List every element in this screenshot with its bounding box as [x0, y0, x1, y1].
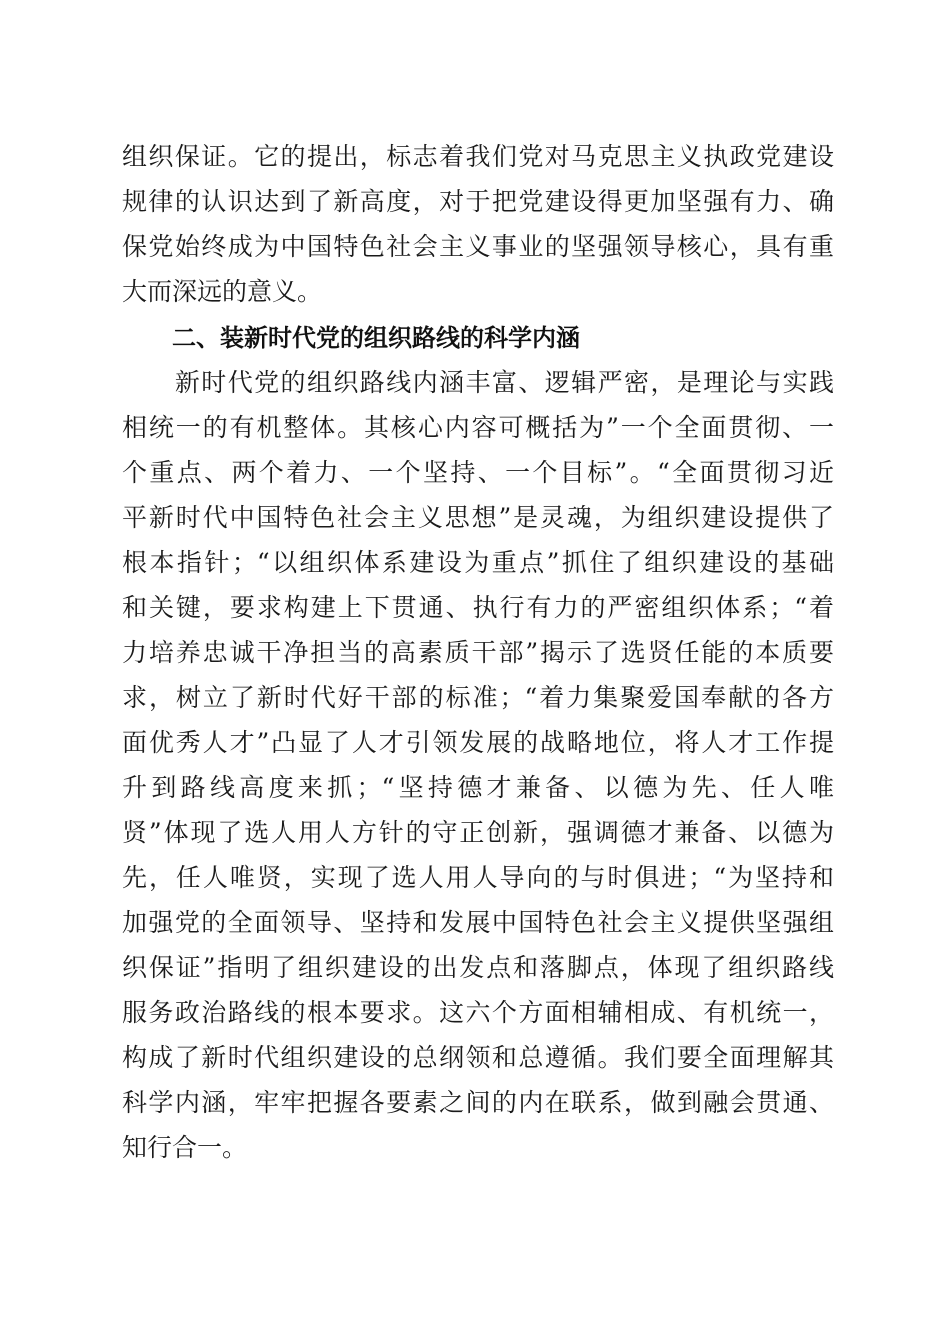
paragraph-line: 贤”体现了选人用人方针的守正创新，强调德才兼备、以德为: [122, 818, 834, 847]
paragraph-line: 构成了新时代组织建设的总纲领和总遵循。我们要全面理解其: [122, 1043, 834, 1072]
paragraph-line: 升到路线高度来抓；“坚持德才兼备、以德为先、任人唯: [122, 773, 834, 802]
paragraph-line: 力培养忠诚干净担当的高素质干部”揭示了选贤任能的本质要: [122, 638, 834, 667]
paragraph-line: 和关键，要求构建上下贯通、执行有力的严密组织体系；“着: [122, 593, 834, 622]
paragraph-line: 个重点、两个着力、一个坚持、一个目标”。“全面贯彻习近: [122, 458, 834, 487]
paragraph-line: 相统一的有机整体。其核心内容可概括为”一个全面贯彻、一: [122, 413, 834, 442]
paragraph-line: 知行合一。: [122, 1133, 248, 1162]
paragraph-line: 组织保证。它的提出，标志着我们党对马克思主义执政党建设: [122, 142, 834, 171]
paragraph-line: 根本指针；“以组织体系建设为重点”抓住了组织建设的基础: [122, 548, 834, 577]
paragraph-line: 先，任人唯贤，实现了选人用人导向的与时俱进；“为坚持和: [122, 863, 834, 892]
paragraph-line: 加强党的全面领导、坚持和发展中国特色社会主义提供坚强组: [122, 908, 834, 937]
paragraph-line: 求，树立了新时代好干部的标准；“着力集聚爱国奉献的各方: [122, 683, 834, 712]
paragraph-line: 科学内涵，牢牢把握各要素之间的内在联系，做到融会贯通、: [122, 1088, 834, 1117]
paragraph-line: 织保证”指明了组织建设的出发点和落脚点，体现了组织路线: [122, 953, 834, 982]
paragraph-line: 新时代党的组织路线内涵丰富、逻辑严密，是理论与实践: [122, 368, 834, 397]
section-heading: 二、装新时代党的组织路线的科学内涵: [172, 324, 580, 352]
paragraph-line: 服务政治路线的根本要求。这六个方面相辅相成、有机统一，: [122, 998, 834, 1027]
paragraph-line: 保党始终成为中国特色社会主义事业的坚强领导核心，具有重: [122, 232, 834, 261]
paragraph-line: 规律的认识达到了新高度，对于把党建设得更加坚强有力、确: [122, 187, 834, 216]
paragraph-line: 平新时代中国特色社会主义思想”是灵魂，为组织建设提供了: [122, 503, 834, 532]
paragraph-line: 大而深远的意义。: [122, 277, 323, 306]
paragraph-line: 面优秀人才”凸显了人才引领发展的战略地位，将人才工作提: [122, 728, 834, 757]
